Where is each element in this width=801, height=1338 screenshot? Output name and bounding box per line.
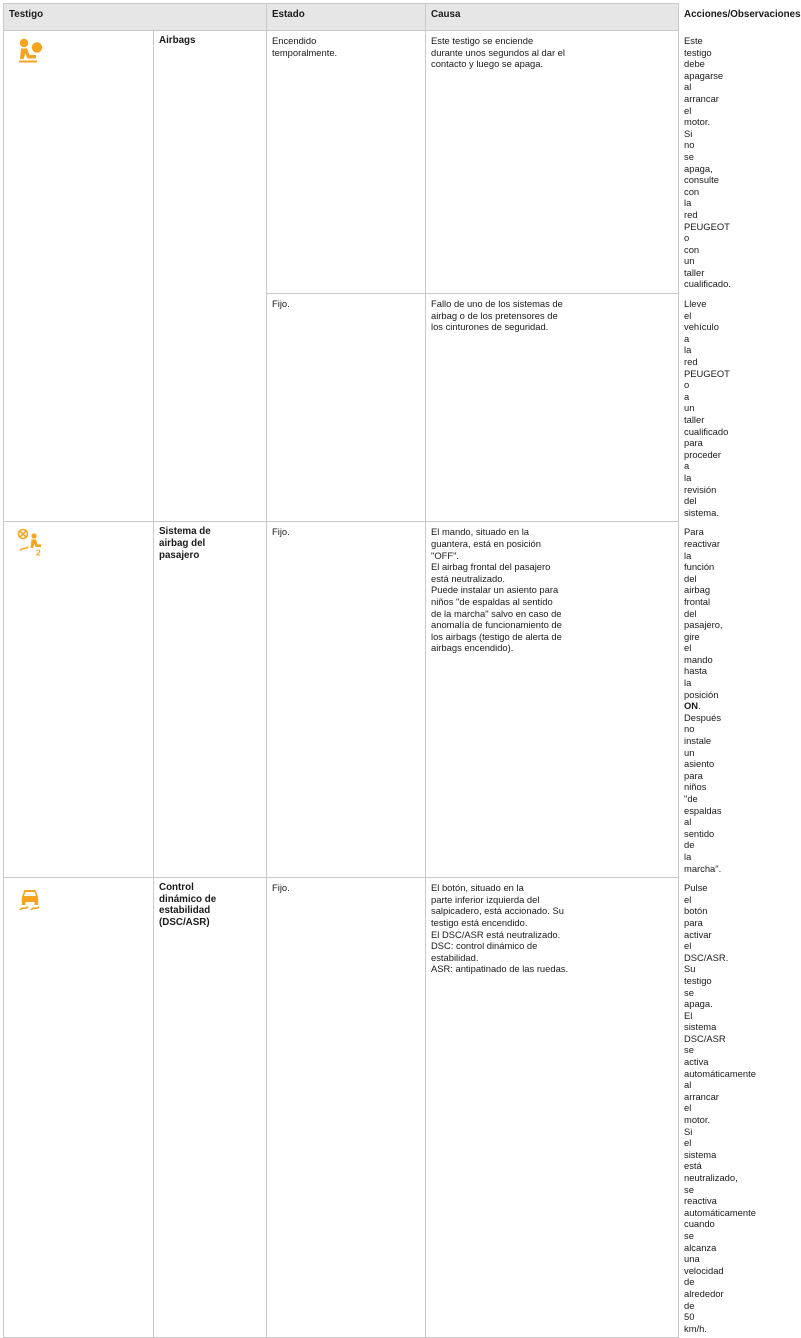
- header-estado: Estado: [267, 4, 426, 31]
- table-row: 2 Sistema de airbag del pasajero Fijo. El mando, situado en la guantera, está en posición "OFF". El airbag frontal del pasajero está neutralizado. Puede instalar un asiento para niños "de espaldas al sentido de la marcha" salvo en caso de anomalía de funcionamiento de los airbags (testigo de alerta de airbags encendido). Para reactivar la función del airbag frontal del pasajero, gire el mando hasta la posición ON. Después no instale un asiento para niños "de espaldas al sentido de la marcha".: [4, 522, 679, 878]
- airbag-lamp-cell: [4, 31, 154, 522]
- airbags-state-2: Fijo.: [267, 294, 426, 522]
- passenger-airbag-label: Sistema de airbag del pasajero: [154, 522, 267, 878]
- dsc-asr-label: Control dinámico de estabilidad (DSC/ASR): [154, 878, 267, 1338]
- table-header-row: Testigo Estado Causa Acciones/Observaciones: [4, 4, 679, 31]
- header-testigo: Testigo: [4, 4, 267, 31]
- table-row: Fijo. Fallo de uno de los sistemas de airbag o de los pretensores de los cinturones de seguridad. Lleve el vehículo a la red PEUGEOT o a un taller cualificado para proceder a la revisión del sistema.: [4, 294, 679, 522]
- passenger-airbag-lamp-cell: [4, 522, 154, 878]
- dsc-asr-lamp-cell: [4, 878, 154, 1338]
- table-row: Control dinámico de estabilidad (DSC/ASR) Fijo. El botón, situado en la parte inferior izquierda del salpicadero, está accionado. Su testigo está encendido. El DSC/ASR está neutralizado. DSC: control dinámico de estabilidad. ASR: antipatinado de las ruedas. Pulse el botón para activar el DSC/ASR. Su testigo se apaga. El sistema DSC/ASR se activa automáticamente al arrancar el motor. Si el sistema está neutralizado, se reactiva automáticamente cuando se alcanza una velocidad de alrededor de 50 km/h.: [4, 878, 679, 1338]
- dsc-asr-state: Fijo.: [267, 878, 426, 1338]
- airbags-label: Airbags: [154, 31, 267, 522]
- warning-lamps-table: [3, 3, 801, 1338]
- passenger-airbag-cause: El mando, situado en la guantera, está en posición "OFF". El airbag frontal del pasajero está neutralizado. Puede instalar un asiento para niños "de espaldas al sentido de la marcha" salvo en caso de anomalía de funcionamiento de los airbags (testigo de alerta de airbags encendido).: [426, 522, 679, 878]
- airbag-warning-icon: [16, 37, 44, 65]
- airbags-state-1: Encendido temporalmente.: [267, 31, 426, 294]
- svg-text:2: 2: [36, 547, 41, 558]
- passenger-airbag-off-icon: [16, 528, 44, 556]
- airbags-cause-2: Fallo de uno de los sistemas de airbag o de los pretensores de los cinturones de seguridad.: [426, 294, 679, 522]
- dsc-asr-skid-icon: [16, 884, 44, 912]
- header-causa: Causa: [426, 4, 679, 31]
- table-row: Airbags Encendido temporalmente. Este testigo se enciende durante unos segundos al dar el contacto y luego se apaga. Este testigo debe apagarse al arrancar el motor. Si no se apaga, consulte con la red PEUGEOT o con un taller cualificado.: [4, 31, 679, 294]
- airbags-cause-1: Este testigo se enciende durante unos segundos al dar el contacto y luego se apaga.: [426, 31, 679, 294]
- passenger-airbag-state: Fijo.: [267, 522, 426, 878]
- dsc-asr-cause: El botón, situado en la parte inferior izquierda del salpicadero, está accionado. Su testigo está encendido. El DSC/ASR está neutralizado. DSC: control dinámico de estabilidad. ASR: antipatinado de las ruedas.: [426, 878, 679, 1338]
